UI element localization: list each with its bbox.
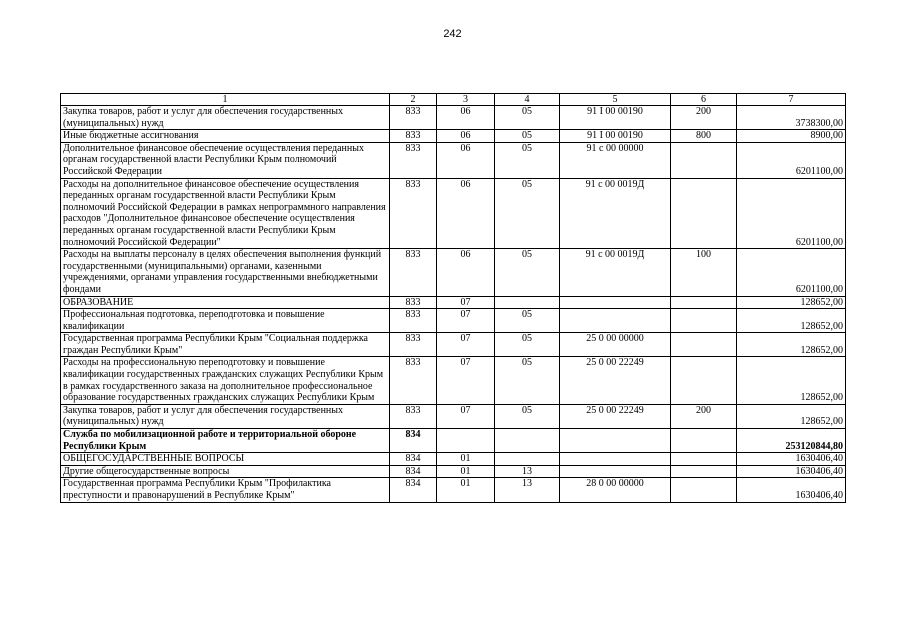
row-section-code: 01 — [437, 465, 495, 478]
row-ministry-code: 833 — [390, 309, 437, 333]
row-ministry-code: 833 — [390, 178, 437, 249]
row-subsection-code — [495, 453, 560, 466]
row-ministry-code: 833 — [390, 249, 437, 296]
row-subsection-code: 05 — [495, 404, 560, 428]
row-ministry-code: 834 — [390, 453, 437, 466]
row-section-code: 07 — [437, 357, 495, 404]
row-section-code: 06 — [437, 130, 495, 143]
table-row — [61, 404, 846, 428]
row-amount: 1630406,40 — [737, 465, 846, 478]
row-amount: 8900,00 — [737, 130, 846, 143]
row-amount: 6201100,00 — [737, 178, 846, 249]
row-amount: 6201100,00 — [737, 142, 846, 178]
page-number: 242 — [443, 28, 462, 40]
row-subsection-code: 05 — [495, 309, 560, 333]
row-amount: 128652,00 — [737, 404, 846, 428]
row-target-article-code — [560, 309, 671, 333]
row-section-code: 01 — [437, 478, 495, 502]
row-expense-type-code — [671, 178, 737, 249]
row-section-code: 06 — [437, 178, 495, 249]
table-row — [61, 296, 846, 309]
row-ministry-code: 833 — [390, 296, 437, 309]
row-subsection-code: 13 — [495, 478, 560, 502]
row-section-code: 06 — [437, 142, 495, 178]
row-target-article-code — [560, 429, 671, 453]
row-target-article-code: 91 с 00 0019Д — [560, 249, 671, 296]
row-amount: 3738300,00 — [737, 106, 846, 130]
table-row — [61, 453, 846, 466]
row-expense-type-code: 800 — [671, 130, 737, 143]
row-target-article-code — [560, 453, 671, 466]
row-ministry-code: 833 — [390, 333, 437, 357]
table-row — [61, 178, 846, 249]
row-subsection-code: 05 — [495, 357, 560, 404]
row-description: Расходы на выплаты персоналу в целях обеспечения выполнения функций государственными (муниципальными) органами, казенными учреждениями, органами управления государственными внебюджетными фондами — [61, 249, 390, 296]
row-ministry-code: 833 — [390, 357, 437, 404]
row-expense-type-code — [671, 296, 737, 309]
row-subsection-code: 05 — [495, 142, 560, 178]
row-target-article-code: 91 I 00 00190 — [560, 106, 671, 130]
row-subsection-code — [495, 429, 560, 453]
row-description: Государственная программа Республики Крым "Профилактика преступности и правонарушений в Республике Крым" — [61, 478, 390, 502]
row-amount: 128652,00 — [737, 309, 846, 333]
table-row — [61, 142, 846, 178]
table-row — [61, 478, 846, 502]
column-header-3: 3 — [437, 94, 495, 106]
row-target-article-code — [560, 296, 671, 309]
row-ministry-code: 833 — [390, 142, 437, 178]
row-section-code: 07 — [437, 333, 495, 357]
row-amount: 1630406,40 — [737, 453, 846, 466]
column-header-6: 6 — [671, 94, 737, 106]
row-ministry-code: 833 — [390, 404, 437, 428]
row-target-article-code: 25 0 00 22249 — [560, 357, 671, 404]
row-expense-type-code: 200 — [671, 404, 737, 428]
column-header-7: 7 — [737, 94, 846, 106]
row-section-code: 06 — [437, 249, 495, 296]
row-expense-type-code — [671, 142, 737, 178]
row-section-code: 07 — [437, 309, 495, 333]
row-target-article-code: 91 I 00 00190 — [560, 130, 671, 143]
row-subsection-code: 05 — [495, 333, 560, 357]
row-ministry-code: 833 — [390, 130, 437, 143]
row-description: Закупка товаров, работ и услуг для обеспечения государственных (муниципальных) нужд — [61, 106, 390, 130]
row-ministry-code: 834 — [390, 478, 437, 502]
row-ministry-code: 834 — [390, 465, 437, 478]
row-target-article-code: 91 с 00 0019Д — [560, 178, 671, 249]
row-amount: 128652,00 — [737, 357, 846, 404]
row-amount: 1630406,40 — [737, 478, 846, 502]
row-amount: 128652,00 — [737, 296, 846, 309]
row-expense-type-code — [671, 309, 737, 333]
row-section-code: 07 — [437, 404, 495, 428]
row-description: Другие общегосударственные вопросы — [61, 465, 390, 478]
row-description: Дополнительное финансовое обеспечение осуществления переданных органам государственной власти Республики Крым полномочий Российской Федерации — [61, 142, 390, 178]
row-target-article-code — [560, 465, 671, 478]
row-section-code: 06 — [437, 106, 495, 130]
table-row — [61, 106, 846, 130]
row-subsection-code: 05 — [495, 178, 560, 249]
row-section-code: 07 — [437, 296, 495, 309]
row-section-code — [437, 429, 495, 453]
row-expense-type-code — [671, 478, 737, 502]
column-header-5: 5 — [560, 94, 671, 106]
row-amount: 253120844,80 — [737, 429, 846, 453]
table-row — [61, 465, 846, 478]
row-section-code: 01 — [437, 453, 495, 466]
row-description: Расходы на дополнительное финансовое обеспечение осуществления переданных органам государственной власти Республики Крым полномочий Российской Федерации в рамках непрограммного направления расходов "Дополнительное финансовое обеспечение осуществления переданных органам государственной власти Республики Крым полномочий Российской Федерации" — [61, 178, 390, 249]
column-header-2: 2 — [390, 94, 437, 106]
row-expense-type-code — [671, 453, 737, 466]
row-expense-type-code — [671, 357, 737, 404]
row-expense-type-code — [671, 333, 737, 357]
row-description: Расходы на профессиональную переподготовку и повышение квалификации государственных гражданских служащих Республики Крым в рамках государственного заказа на дополнительное профессиональное образование государственных гражданских служащих Республики Крым — [61, 357, 390, 404]
row-expense-type-code — [671, 429, 737, 453]
row-description: Государственная программа Республики Крым "Социальная поддержка граждан Республики Крым" — [61, 333, 390, 357]
row-description: Иные бюджетные ассигнования — [61, 130, 390, 143]
row-subsection-code: 05 — [495, 106, 560, 130]
table-row — [61, 309, 846, 333]
row-subsection-code: 05 — [495, 130, 560, 143]
row-expense-type-code — [671, 465, 737, 478]
table-row — [61, 357, 846, 404]
table-row — [61, 249, 846, 296]
row-description: ОБРАЗОВАНИЕ — [61, 296, 390, 309]
row-subsection-code: 05 — [495, 249, 560, 296]
row-expense-type-code: 200 — [671, 106, 737, 130]
row-subsection-code — [495, 296, 560, 309]
table-row — [61, 333, 846, 357]
row-description: ОБЩЕГОСУДАРСТВЕННЫЕ ВОПРОСЫ — [61, 453, 390, 466]
column-header-1: 1 — [61, 94, 390, 106]
table-header-row — [61, 94, 846, 106]
row-amount: 128652,00 — [737, 333, 846, 357]
row-target-article-code: 28 0 00 00000 — [560, 478, 671, 502]
table-row — [61, 130, 846, 143]
row-target-article-code: 25 0 00 00000 — [560, 333, 671, 357]
row-target-article-code: 91 с 00 00000 — [560, 142, 671, 178]
row-description: Профессиональная подготовка, переподготовка и повышение квалификации — [61, 309, 390, 333]
row-subsection-code: 13 — [495, 465, 560, 478]
row-description: Закупка товаров, работ и услуг для обеспечения государственных (муниципальных) нужд — [61, 404, 390, 428]
row-ministry-code: 833 — [390, 106, 437, 130]
row-amount: 6201100,00 — [737, 249, 846, 296]
row-ministry-code: 834 — [390, 429, 437, 453]
row-expense-type-code: 100 — [671, 249, 737, 296]
column-header-4: 4 — [495, 94, 560, 106]
row-target-article-code: 25 0 00 22249 — [560, 404, 671, 428]
row-description: Служба по мобилизационной работе и территориальной обороне Республики Крым — [61, 429, 390, 453]
budget-table — [60, 93, 846, 503]
table-row — [61, 429, 846, 453]
